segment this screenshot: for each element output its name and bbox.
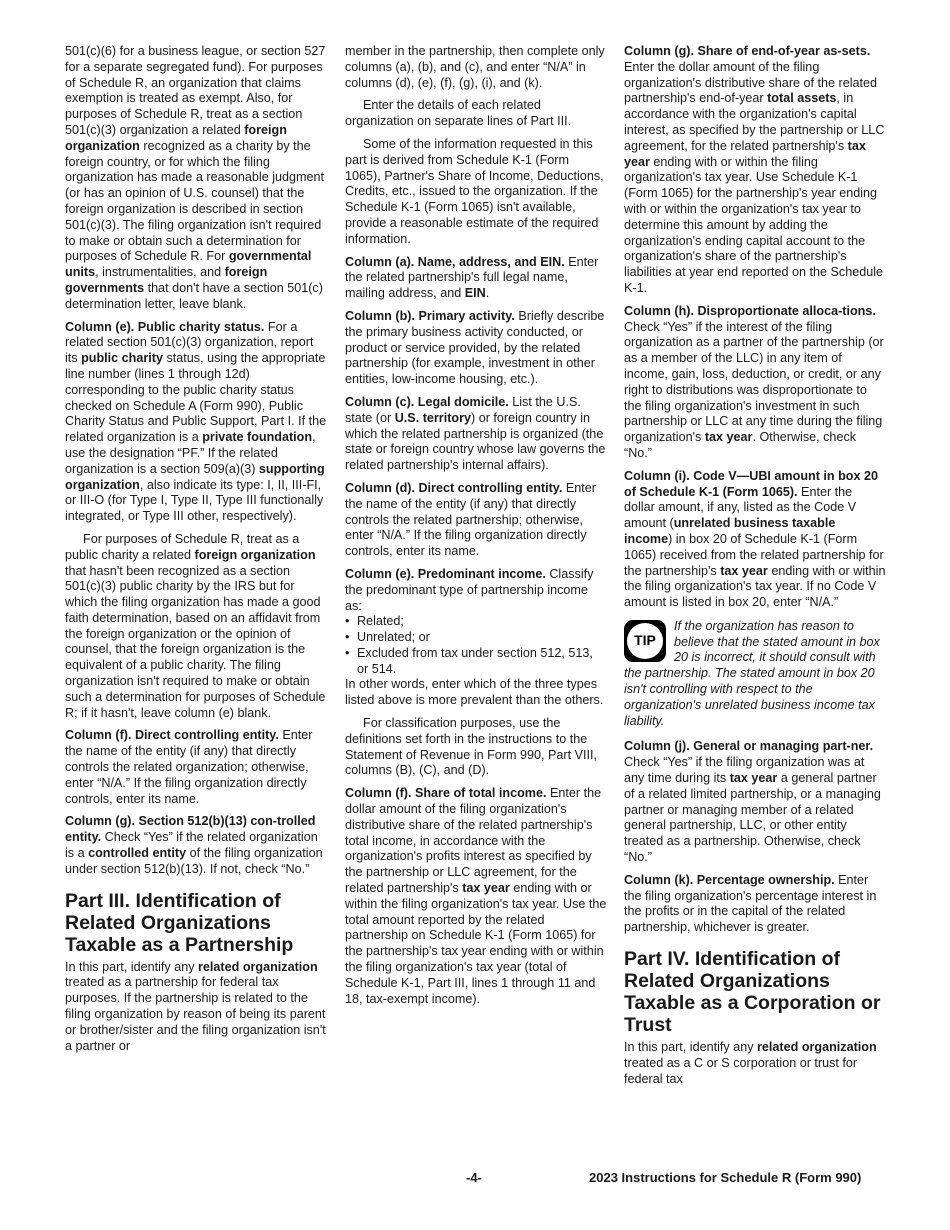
column-a-name: Column (a). Name, address, and EIN. Enter the related partnership's full legal name, mailing address, and EIN.	[345, 254, 599, 301]
list-item: • Excluded from tax under section 512, 513, or 514.	[345, 646, 607, 678]
column-i-code-v: Column (i). Code V—UBI amount in box 20 of Schedule K-1 (Form 1065). Enter the dollar amount, if any, listed as the Code V amount (unrelated business taxable income) in box 20 of Schedule K-1 (Form 1065) received from the related partnership for the partnership's tax year ending with or within the filing organization's tax year. If no Code V amount is listed in box 20, enter “N/A.”	[624, 468, 886, 610]
paragraph: Some of the information requested in this part is derived from Schedule K-1 (Form 1065), Partner's Share of Income, Deductions, Credits, etc., issued to the organization. If the Schedule K-1 (Form 1065) isn't available, provide a reasonable estimate of the required information.	[345, 136, 604, 246]
paragraph: For classification purposes, use the definitions set forth in the instructions to the Statement of Revenue in Form 990, Part VIII, columns (B), (C), and (D).	[345, 716, 597, 778]
part-iii-intro: In this part, identify any related organization treated as a partnership for federal tax purposes. If the partnership is related to the filing organization by reason of being its parent or brother/sister and the filing organization isn't a partner or	[65, 959, 326, 1053]
tip-icon: TIP	[624, 620, 666, 662]
paragraph: Enter the details of each related organization on separate lines of Part III.	[345, 98, 572, 129]
part-iv-intro: In this part, identify any related organization treated as a C or S corporation or trust for federal tax	[624, 1040, 877, 1086]
column-e-predominant-income: Column (e). Predominant income. Classify the predominant type of partnership income as: • Related; • Unrelated; or • Excluded from tax under section 512, 513, or 514. In other words, enter which of the three types listed above is more prevalent than the others.	[345, 567, 607, 709]
column-j-general-partner: Column (j). General or managing part-ner. Check “Yes” if the filing organization was at any time during its tax year a general partner of a related limited partnership, or a managing partner or managing member of a related general partnership, LLC, or other entity treated as a partnership. Otherwise, check “No.”	[624, 739, 881, 865]
income-type-list	[345, 614, 607, 677]
column-d-direct-controlling: Column (d). Direct controlling entity. Enter the name of the entity (if any) that directly controls the related partnership; otherwise, enter “N/A.” If the filing organization directly controls, enter its name.	[345, 480, 596, 559]
column-k-percentage: Column (k). Percentage ownership. Enter the filing organization's percentage interest in the profits or in the capital of the related partnership, whichever is greater.	[624, 872, 877, 935]
column-g-controlled-entity: Column (g). Section 512(b)(13) con-trolled entity. Check “Yes” if the related organization is a controlled entity of the filing organization under section 512(b)(13). If not, check “No.”	[65, 814, 323, 876]
column-f-share-total-income: Column (f). Share of total income. Enter the dollar amount of the filing organization's distributive share of the related partnership's total income, in accordance with the organization's profits interest as specified by the partnership or LLC agreement, for the related partnership's tax year ending with or within the filing organization's tax year. Use the total amount reported by the related partnership on Schedule K-1 (Form 1065) for the partnership's tax year ending with or within the filing organization's tax year (total of Schedule K-1, Part III, lines 1 through 11 and 18, tax-exempt income).	[345, 786, 607, 1006]
column-h-disproportionate: Column (h). Disproportionate alloca-tions. Check “Yes” if the interest of the filing organization as a partner of the partnership (or as a member of the LLC) in any item of income, gain, loss, deduction, or credit, or any right to distributions was disproportionate to the filing organization's investment in such partnership or LLC at any time during the filing organization's tax year. Otherwise, check “No.”	[624, 303, 884, 460]
tip-box	[624, 619, 886, 730]
list-item: • Unrelated; or	[345, 630, 607, 646]
paragraph: 501(c)(6) for a business league, or section 527 for a separate segregated fund). For purposes of Schedule R, an organization that claims exemption is treated as exempt. Also, for purposes of Schedule R, treat as a section 501(c)(3) organization a related foreign organization recognized as a charity by the foreign country, or for which the filing organization has made a reasonable judgment (or has an opinion of U.S. counsel) that the foreign organization is described in section 501(c)(3). The filing organization isn't required to make or obtain such a determination for purposes of Schedule R. For governmental units, instrumentalities, and foreign governments that don't have a section 501(c) determination letter, leave blank.	[65, 44, 326, 311]
part-iv-heading: Part IV. Identification of Related Organizations Taxable as a Corporation or Trust	[624, 948, 881, 1037]
column-2	[345, 44, 607, 1014]
column-f-direct-controlling: Column (f). Direct controlling entity. Enter the name of the entity (if any) that directly controls the related organization; otherwise, enter “N/A.” If the filing organization directly controls, enter its name.	[65, 728, 313, 806]
tip-text: If the organization has reason to believe that the stated amount in box 20 is incorrect, it should consult with the partnership. The stated amount in box 20 isn't controlling with respect to the organization's unrelated business income tax liability.	[624, 618, 880, 728]
column-e-public-charity: Column (e). Public charity status. For a related section 501(c)(3) organization, report its public charity status, using the appropriate line number (lines 1 through 12d) corresponding to the public charity status checked on Schedule A (Form 990), Public Charity Status and Public Support, Part I. If the related organization is a private foundation, use the designation “PF.” If the related organization is a section 509(a)(3) supporting organization, also indicate its type: I, II, III-FI, or III-O (for Type I, Type II, Type III functionally integrated, or Type III other, respectively).	[65, 319, 327, 524]
list-item: • Related;	[345, 614, 607, 630]
column-g-share-assets: Column (g). Share of end-of-year as-sets. Enter the dollar amount of the filing organization's distributive share of the related partnership's end-of-year total assets, in accordance with the organization's capital interest, as specified by the partnership or LLC agreement, for the related partnership's tax year ending with or within the filing organization's tax year. Use Schedule K-1 (Form 1065) for the partnership's year ending with or within the organization's tax year to determine this amount by adding the organization's ending capital account to the organization's share of the partnership's liabilities at year end reported on the Schedule K-1.	[624, 44, 885, 295]
paragraph: member in the partnership, then complete only columns (a), (b), and (c), and enter “N/A” in columns (d), (e), (f), (g), (i), and (k).	[345, 44, 605, 90]
column-c-legal-domicile: Column (c). Legal domicile. List the U.S. state (or U.S. territory) or foreign country in which the related partnership is organized (the state or foreign country whose law governs the related partnership's internal affairs).	[345, 394, 606, 473]
page-number: -4-	[466, 1170, 482, 1185]
paragraph: For purposes of Schedule R, treat as a public charity a related foreign organization that hasn't been recognized as a section 501(c)(3) public charity by the IRS but for which the filing organization has made a good faith determination, based on an affidavit from the foreign organization or the opinion of counsel, that the foreign organization is the equivalent of a public charity. The filing organization isn't required to make or obtain such a determination for purposes of Schedule R; if it hasn't, leave column (e) blank.	[65, 531, 326, 720]
column-1	[65, 44, 327, 1061]
column-b-primary-activity: Column (b). Primary activity. Briefly describe the primary business activity conducted, or product or service provided, by the related partnership (for example, investment in other entities, low-income housing, etc.).	[345, 308, 605, 387]
footer-title: 2023 Instructions for Schedule R (Form 990)	[589, 1170, 862, 1185]
part-iii-heading: Part III. Identification of Related Organizations Taxable as a Partnership	[65, 889, 294, 956]
column-3	[624, 44, 886, 1094]
